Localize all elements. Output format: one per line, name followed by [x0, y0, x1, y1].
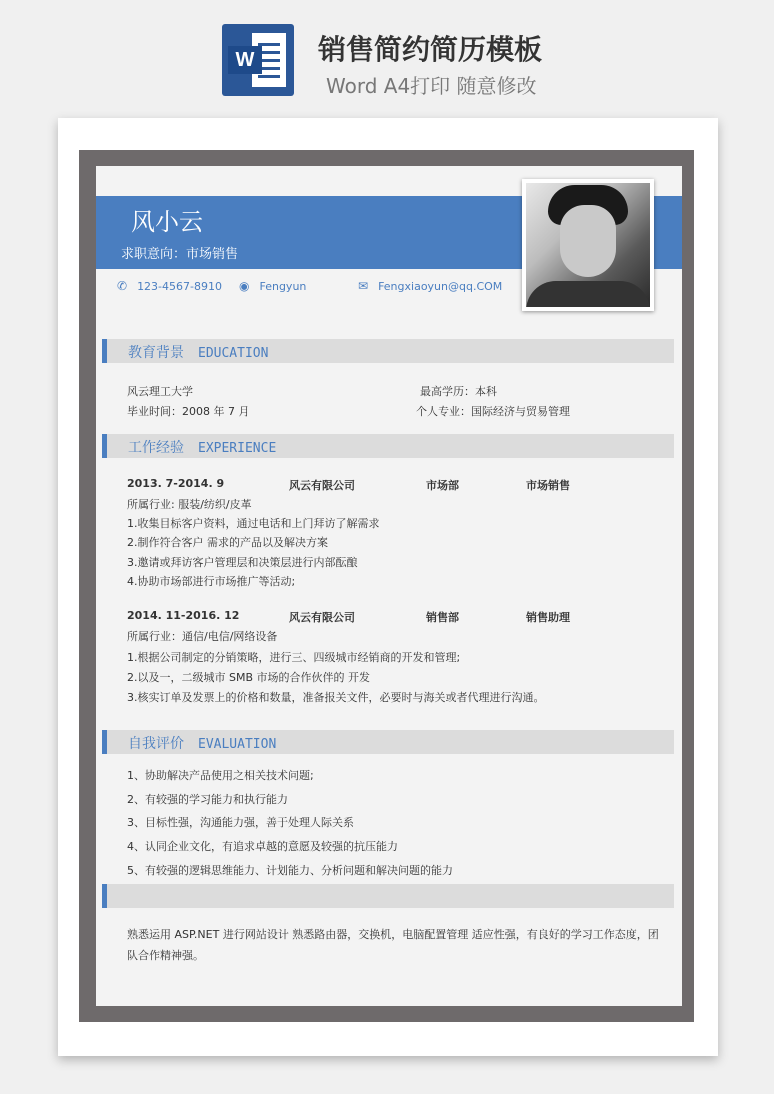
education-title: 教育背景	[128, 345, 184, 361]
phone-icon: ✆	[117, 279, 128, 293]
degree: 最高学历：本科	[420, 385, 497, 398]
job-department: 市场部	[426, 479, 459, 492]
section-education	[102, 339, 674, 363]
evaluation-title-en: EVALUATION	[198, 737, 277, 752]
job-period: 2013. 7-2014. 9	[127, 477, 225, 490]
email-address: Fengxiaoyun@qq.COM	[378, 280, 503, 293]
job-period: 2014. 11-2016. 12	[127, 609, 240, 622]
education-title-en: EDUCATION	[198, 346, 269, 361]
job-duty: 3.核实订单及发票上的价格和数量，准备报关文件，必要时与海关或者代理进行沟通。	[127, 691, 545, 704]
job-industry: 所属行业: 服装/纺织/皮革	[127, 498, 252, 511]
job-duty: 2.以及一，二级城市 SMB 市场的合作伙伴的 开发	[127, 671, 371, 684]
wechat-id: Fengyun	[259, 280, 307, 293]
experience-title: 工作经验	[128, 440, 184, 456]
evaluation-title: 自我评价	[128, 736, 184, 752]
page-title: 销售简约简历模板	[318, 33, 543, 66]
major: 个人专业：国际经济与贸易管理	[416, 405, 570, 418]
job-company: 风云有限公司	[289, 611, 355, 624]
wechat-icon: ◉	[239, 279, 250, 293]
job-objective: 求职意向：市场销售	[121, 247, 239, 262]
evaluation-item: 2、有较强的学习能力和执行能力	[127, 793, 288, 806]
page-subtitle: Word A4打印 随意修改	[326, 74, 537, 98]
job-position: 市场销售	[526, 479, 570, 492]
avatar	[526, 183, 650, 307]
job-duty: 2.制作符合客户 需求的产品以及解决方案	[127, 536, 328, 549]
experience-title-en: EXPERIENCE	[198, 441, 277, 456]
mail-icon: ✉	[358, 279, 369, 293]
contact-phone	[117, 279, 222, 293]
job-duty: 1.根据公司制定的分销策略，进行三、四级城市经销商的开发和管理;	[127, 651, 461, 664]
word-icon	[222, 24, 294, 96]
phone-number: 123-4567-8910	[137, 280, 222, 293]
evaluation-item: 5、有较强的逻辑思维能力、计划能力、分析问题和解决问题的能力	[127, 864, 453, 877]
job-duty: 3.邀请或拜访客户管理层和决策层进行内部酝酿	[127, 556, 358, 569]
contact-wechat	[239, 279, 306, 293]
evaluation-item: 4、认同企业文化，有追求卓越的意愿及较强的抗压能力	[127, 840, 398, 853]
section-experience	[102, 434, 674, 458]
job-department: 销售部	[426, 611, 459, 624]
skills-text: 熟悉运用 ASP.NET 进行网站设计 熟悉路由器，交换机，电脑配置管理 适应性强，有良好的学习工作态度，团队合作精神强。	[127, 928, 659, 962]
contact-email	[358, 279, 502, 293]
job-industry: 所属行业：通信/电信/网络设备	[127, 630, 278, 643]
job-duty: 4.协助市场部进行市场推广等活动;	[127, 575, 296, 588]
job-company: 风云有限公司	[289, 479, 355, 492]
job-duty: 1.收集目标客户资料，通过电话和上门拜访了解需求	[127, 517, 380, 530]
graduation-date: 毕业时间：2008 年 7 月	[127, 405, 250, 418]
word-letter: W	[228, 46, 262, 74]
evaluation-item: 3、目标性强，沟通能力强，善于处理人际关系	[127, 816, 354, 829]
page-header	[0, 0, 774, 110]
section-skills	[102, 884, 674, 908]
job-position: 销售助理	[526, 611, 570, 624]
profile-photo	[522, 179, 654, 311]
evaluation-item: 1、协助解决产品使用之相关技术问题;	[127, 769, 314, 782]
school-name: 风云理工大学	[127, 385, 193, 398]
candidate-name: 风小云	[131, 208, 203, 236]
section-evaluation	[102, 730, 674, 754]
